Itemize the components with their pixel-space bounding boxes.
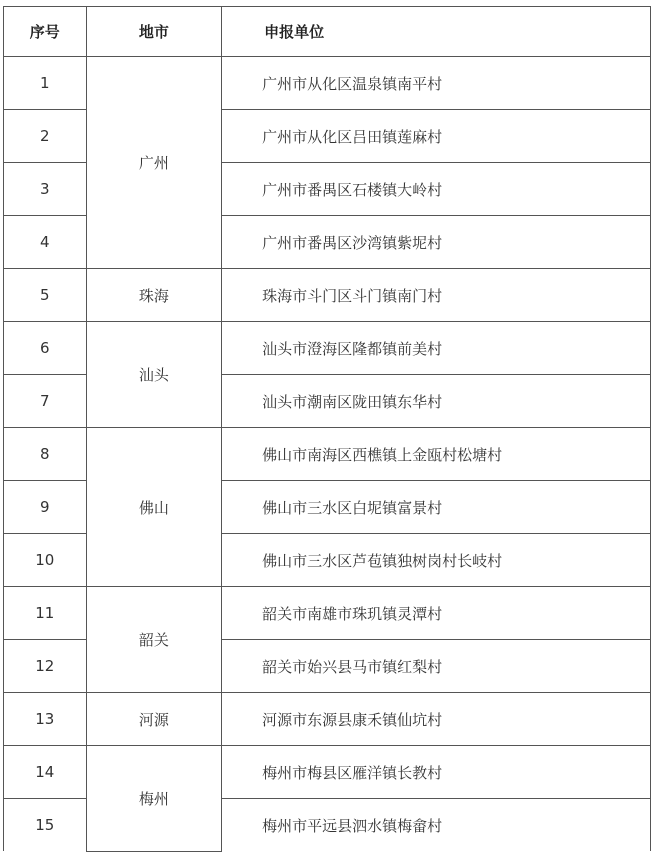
header-unit: 申报单位 — [222, 7, 651, 57]
unit-cell: 佛山市三水区芦苞镇独树岗村长岐村 — [222, 534, 651, 587]
city-cell: 珠海 — [86, 269, 222, 322]
row-number: 15 — [4, 799, 87, 852]
row-number: 14 — [4, 746, 87, 799]
header-row — [4, 7, 651, 57]
unit-cell: 韶关市南雄市珠玑镇灵潭村 — [222, 587, 651, 640]
unit-cell: 佛山市三水区白坭镇富景村 — [222, 481, 651, 534]
row-number: 1 — [4, 57, 87, 110]
city-cell: 梅州 — [86, 746, 222, 852]
row-number: 3 — [4, 163, 87, 216]
city-cell: 广州 — [86, 57, 222, 269]
table-row — [4, 746, 651, 799]
table-row — [4, 693, 651, 746]
table-row — [4, 322, 651, 375]
table-row — [4, 57, 651, 110]
unit-cell: 韶关市始兴县马市镇红梨村 — [222, 640, 651, 693]
row-number: 6 — [4, 322, 87, 375]
table-row — [4, 587, 651, 640]
table-row — [4, 428, 651, 481]
city-cell: 韶关 — [86, 587, 222, 693]
unit-cell: 广州市番禺区石楼镇大岭村 — [222, 163, 651, 216]
unit-cell: 汕头市澄海区隆都镇前美村 — [222, 322, 651, 375]
unit-cell: 河源市东源县康禾镇仙坑村 — [222, 693, 651, 746]
unit-cell: 梅州市梅县区雁洋镇长教村 — [222, 746, 651, 799]
table-row — [4, 269, 651, 322]
header-city: 地市 — [86, 7, 222, 57]
row-number: 2 — [4, 110, 87, 163]
unit-cell: 广州市从化区温泉镇南平村 — [222, 57, 651, 110]
row-number: 10 — [4, 534, 87, 587]
unit-cell: 梅州市平远县泗水镇梅畲村 — [222, 799, 651, 852]
unit-cell: 广州市番禺区沙湾镇紫坭村 — [222, 216, 651, 269]
row-number: 12 — [4, 640, 87, 693]
unit-cell: 佛山市南海区西樵镇上金瓯村松塘村 — [222, 428, 651, 481]
row-number: 13 — [4, 693, 87, 746]
row-number: 4 — [4, 216, 87, 269]
city-cell: 河源 — [86, 693, 222, 746]
unit-cell: 珠海市斗门区斗门镇南门村 — [222, 269, 651, 322]
row-number: 9 — [4, 481, 87, 534]
row-number: 7 — [4, 375, 87, 428]
unit-cell: 广州市从化区吕田镇莲麻村 — [222, 110, 651, 163]
header-no: 序号 — [4, 7, 87, 57]
row-number: 5 — [4, 269, 87, 322]
city-cell: 汕头 — [86, 322, 222, 428]
city-cell: 佛山 — [86, 428, 222, 587]
unit-cell: 汕头市潮南区陇田镇东华村 — [222, 375, 651, 428]
row-number: 8 — [4, 428, 87, 481]
row-number: 11 — [4, 587, 87, 640]
application-table — [3, 6, 651, 852]
